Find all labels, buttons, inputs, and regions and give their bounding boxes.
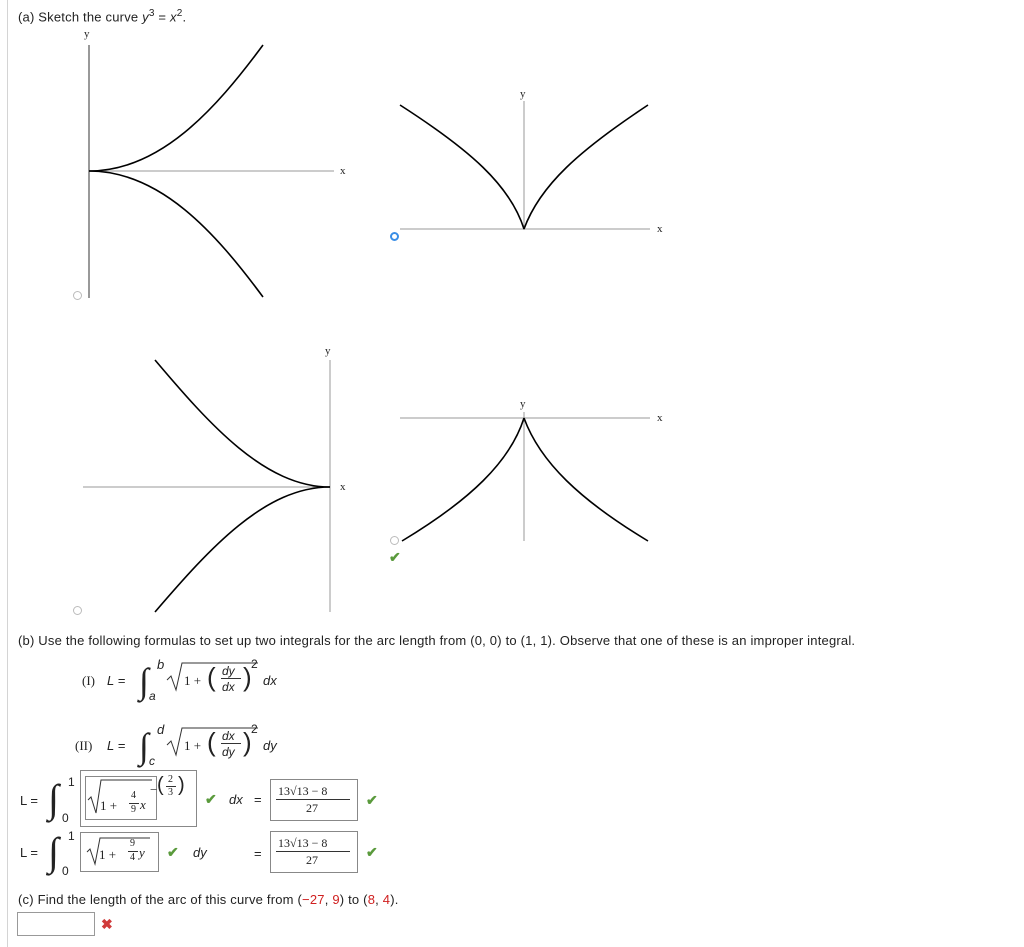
formula-1-one-plus: 1 + xyxy=(184,673,202,688)
answer-1-den: 9 xyxy=(131,804,136,815)
formula-2-one-plus: 1 + xyxy=(184,738,202,753)
answer-1-result-num: 13√13 − 8 xyxy=(278,784,328,798)
answer-1-num: 4 xyxy=(131,790,136,801)
formula-2-frac-den: dy xyxy=(222,745,235,759)
graph1-y-label: y xyxy=(84,28,90,40)
graph3-y-label: y xyxy=(325,345,331,357)
answer-2-result-check-icon: ✔ xyxy=(366,844,378,860)
formula-1-paren-close: ) xyxy=(243,662,252,692)
answer-1-exp-den: 3 xyxy=(168,787,173,798)
formula-1-upper: b xyxy=(157,657,165,672)
formula-2-paren-close: ) xyxy=(243,727,252,757)
formula-2-upper: d xyxy=(157,722,165,737)
answer-1-result-den: 27 xyxy=(306,801,318,815)
graph4-y-label: y xyxy=(520,398,526,410)
part-a-heading: (a) Sketch the curve $y^3 = x^2$. xyxy=(18,8,187,25)
graph2-y-label: y xyxy=(520,88,526,100)
formula-1-L: L = xyxy=(107,673,126,688)
graph4-x-label: x xyxy=(657,412,663,424)
answer-2-integrand-check-icon: ✔ xyxy=(167,844,179,860)
answer-1-neg: − xyxy=(150,782,158,797)
formula-1-integral-icon: ∫ xyxy=(139,661,149,701)
answer-1-result-check-icon: ✔ xyxy=(366,792,378,808)
answer-2-differential: dy xyxy=(193,845,207,860)
answer-2-num: 9 xyxy=(130,838,135,849)
formula-2-paren-open: ( xyxy=(207,727,216,757)
graph1-x-label: x xyxy=(340,165,346,177)
formula-1-lower: a xyxy=(149,689,156,703)
formula-2-frac-num: dx xyxy=(222,729,235,743)
formula-2-label: (II) xyxy=(75,738,93,753)
answer-2-lower: 0 xyxy=(62,864,69,878)
answer-1-lower: 0 xyxy=(62,811,69,825)
answer-1-eq: = xyxy=(254,792,262,807)
part-b-heading: (b) Use the following formulas to set up two integrals for the arc length from (0, 0) to (1, 1). Observe that one of these is an improper integral. xyxy=(18,633,856,648)
formula-1-frac-num: dy xyxy=(222,664,235,678)
formula-2-differential: dy xyxy=(263,738,277,753)
part-c-answer-input[interactable] xyxy=(17,912,95,936)
graph2-x-label: x xyxy=(657,223,663,235)
formula-2-square: 2 xyxy=(251,722,258,736)
answer-1-one-plus: 1 + xyxy=(100,798,118,813)
formula-1-paren-open: ( xyxy=(207,662,216,692)
answer-2-den: 4 xyxy=(130,852,135,863)
part-c-wrong-icon: ✖ xyxy=(101,916,113,932)
part-c-heading: (c) Find the length of the arc of this curve from (−27, 9) to (8, 4). xyxy=(18,892,399,907)
answer-1-exp-num: 2 xyxy=(168,774,173,785)
answer-1-exp-paren-open: ( xyxy=(157,774,164,796)
formula-2-lower: c xyxy=(149,754,155,768)
formula-1-label: (I) xyxy=(82,673,95,688)
graph-check-icon: ✔ xyxy=(389,549,401,565)
answer-2-result-bar xyxy=(276,851,350,852)
formula-2-L: L = xyxy=(107,738,126,753)
answer-2-eq: = xyxy=(254,846,262,861)
answer-1-integral-icon: ∫ xyxy=(48,776,59,821)
formula-1-square: 2 xyxy=(251,657,258,671)
answer-2-upper: 1 xyxy=(68,829,75,843)
formula-2-integral-icon: ∫ xyxy=(139,726,149,766)
answer-1-L: L = xyxy=(20,793,38,808)
answer-1-var: x xyxy=(140,797,146,812)
answer-2-integral-icon: ∫ xyxy=(48,829,59,874)
answer-1-upper: 1 xyxy=(68,775,75,789)
formula-1-frac-den: dx xyxy=(222,680,235,694)
answer-2-one-plus: 1 + xyxy=(99,847,117,862)
answer-2-var: y xyxy=(139,845,145,860)
answer-2-result-num: 13√13 − 8 xyxy=(278,836,328,850)
answer-2-L: L = xyxy=(20,845,38,860)
answer-2-result-den: 27 xyxy=(306,853,318,867)
answer-1-exp-paren-close: ) xyxy=(178,774,185,796)
formula-1-differential: dx xyxy=(263,673,277,688)
graph3-x-label: x xyxy=(340,481,346,493)
answer-1-differential: dx xyxy=(229,792,243,807)
answer-1-integrand-check-icon: ✔ xyxy=(205,791,217,807)
